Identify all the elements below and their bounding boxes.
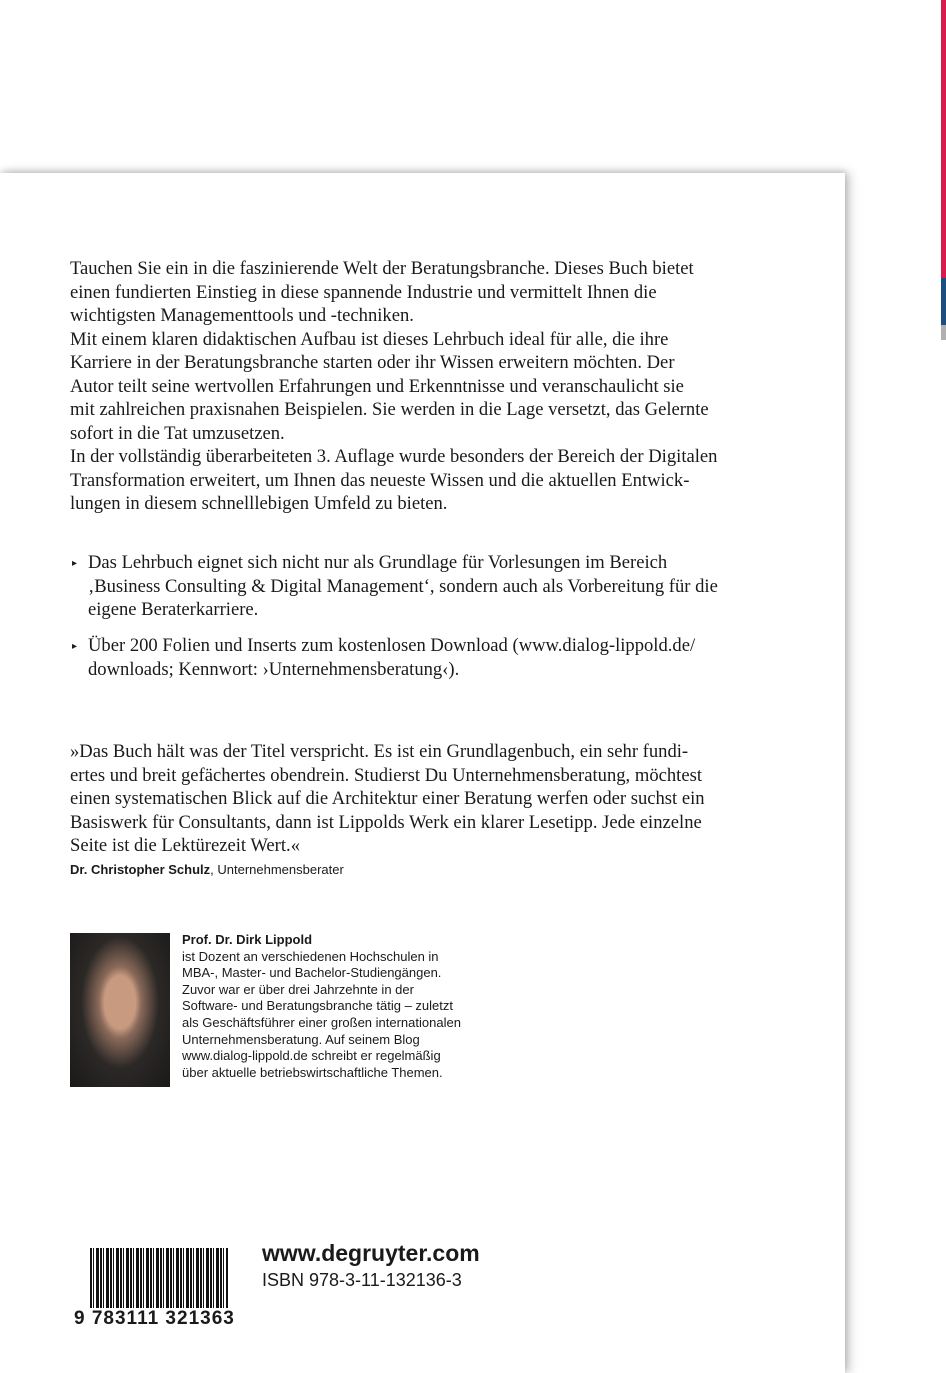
author-bio-text: ist Dozent an verschiedenen Hochschulen in MBA-, Master- und Bachelor-Studiengängen. Zuvor war er über drei Jahrzehnte in der Software- und Beratungsbranche tätig – zuletzt als Geschäftsführer einer großen internationalen Unternehmensberatung. Auf seinem Blog www.dialog-lippold.de schreibt er regelmäßig über aktuelle betriebswirtschaftliche Themen. xyxy=(182,948,461,1080)
text-line: lungen in diesem schnelllebigen Umfeld zu bieten. xyxy=(70,493,448,514)
author-name: Prof. Dr. Dirk Lippold xyxy=(182,932,313,947)
quote-author-name: Dr. Christopher Schulz xyxy=(70,862,211,877)
triangle-bullet-icon: ▸ xyxy=(72,641,78,652)
text-line: Karriere in der Beratungsbranche starten oder ihr Wissen erweitern möchten. Der xyxy=(70,352,675,373)
spine-red-stripe xyxy=(941,0,946,278)
text-line: einen systematischen Blick auf die Architektur einer Beratung werfen oder suchst ein xyxy=(70,788,705,809)
text-line: In der vollständig überarbeiteten 3. Auflage wurde besonders der Bereich der Digitalen xyxy=(70,446,718,467)
text-line: mit zahlreichen praxisnahen Beispielen. Sie werden in die Lage versetzt, das Gelernte xyxy=(70,399,709,420)
text-line: ertes und breit gefächertes obendrein. Studierst Du Unternehmensberatung, möchtest xyxy=(70,764,702,786)
text-line: Seite ist die Lektürezeit Wert.« xyxy=(70,835,300,856)
quote-author-role: , Unternehmensberater xyxy=(210,862,344,877)
text-line: Transformation erweitert, um Ihnen das neueste Wissen und die aktuellen Entwick- xyxy=(70,469,690,491)
bullet-item: ▸ Über 200 Folien und Inserts zum kostenlosen Download (www.dialog-lippold.de/ downloads; Kennwort: ›Unternehmensberatung‹). xyxy=(72,635,696,680)
text-line: Tauchen Sie ein in die faszinierende Welt der Beratungsbranche. Dieses Buch bietet xyxy=(70,258,694,279)
text-line: sofort in die Tat umzusetzen. xyxy=(70,422,285,444)
isbn: ISBN 978-3-11-132136-3 xyxy=(262,1270,462,1290)
review-quote xyxy=(70,740,705,858)
spine-blue-stripe xyxy=(941,278,946,325)
publisher-url: www.degruyter.com xyxy=(262,1240,480,1266)
barcode xyxy=(90,1248,228,1310)
triangle-bullet-icon: ▸ xyxy=(72,558,78,569)
spine-gray-stripe xyxy=(941,325,946,340)
text-line: »Das Buch hält was der Titel verspricht. Es ist ein Grundlagenbuch, ein sehr fundi- xyxy=(70,741,689,762)
text-line: einen fundierten Einstieg in diese spannende Industrie und vermittelt Ihnen die xyxy=(70,281,657,303)
bullet-item: ▸ Das Lehrbuch eignet sich nicht nur als Grundlage für Vorlesungen im Bereich ‚Business Consulting & Digital Management‘, sondern auch als Vorbereitung für die eigene Beraterkarriere. xyxy=(72,552,718,620)
author-bio xyxy=(182,932,461,1081)
barcode-number: 9 783111 321363 xyxy=(74,1308,235,1329)
quote-attribution xyxy=(70,862,344,877)
text-line: wichtigsten Managementtools und -techniken. xyxy=(70,305,414,326)
text-line: Basiswerk für Consultants, dann ist Lippolds Werk ein klarer Lesetipp. Jede einzelne xyxy=(70,811,702,833)
author-photo xyxy=(70,933,170,1087)
text-line: Autor teilt seine wertvollen Erfahrungen und Erkenntnisse und veranschaulicht sie xyxy=(70,375,684,397)
text-line: Mit einem klaren didaktischen Aufbau ist dieses Lehrbuch ideal für alle, die ihre xyxy=(70,328,669,350)
intro-text xyxy=(70,257,717,516)
